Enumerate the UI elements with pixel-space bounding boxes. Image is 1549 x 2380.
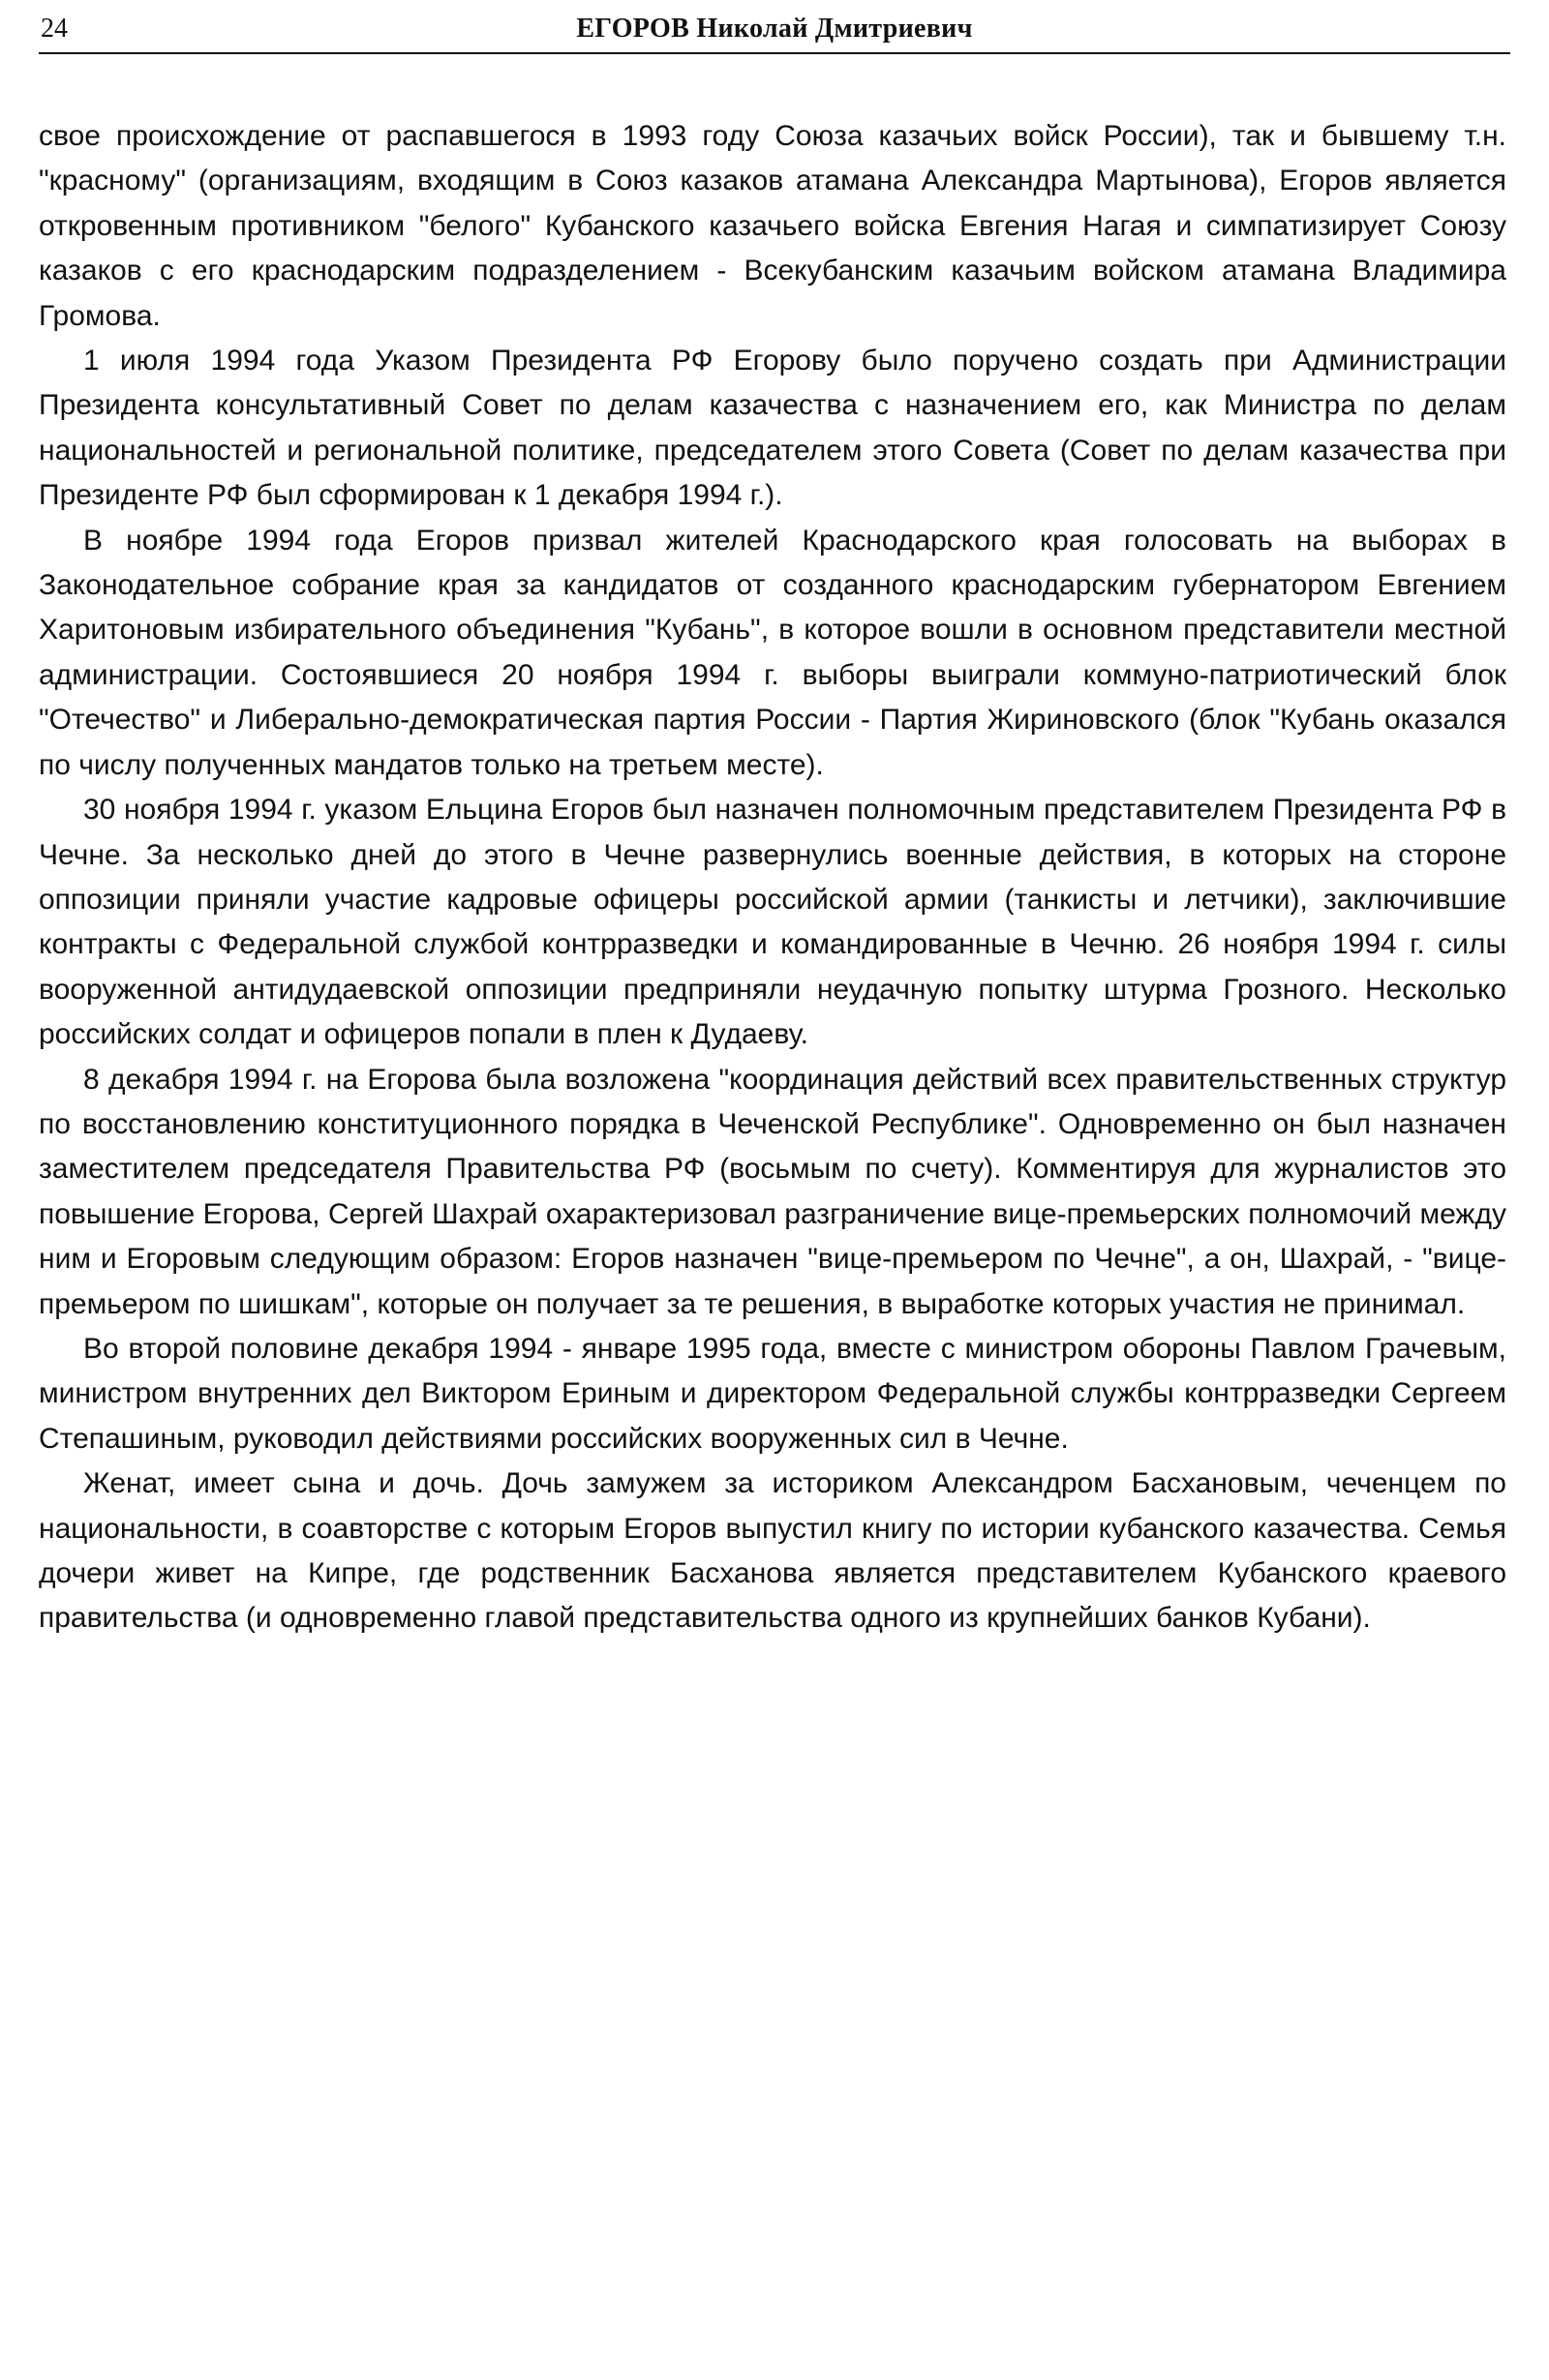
running-title: ЕГОРОВ Николай Дмитриевич (576, 14, 973, 44)
paragraph: В ноябре 1994 года Егоров призвал жителей Краснодарского края голосовать на выборах в Законодательное собрание края за кандидатов от созданного краснодарским губернатором Евгением Харитоновым избирательного объединения "Кубань", в которое вошли в основном представители местной администрации. Состоявшиеся 20 ноября 1994 г. выборы выиграли коммуно-патриотический блок "Отечество" и Либерально-демократическая партия России - Партия Жириновского (блок "Кубань оказался по числу полученных мандатов только на третьем месте). (39, 524, 1506, 781)
page-body (39, 114, 1506, 1642)
paragraph: 1 июля 1994 года Указом Президента РФ Егорову было поручено создать при Администрации Президента консультативный Совет по делам казачества с назначением его, как Министра по делам национальностей и региональной политике, председателем этого Совета (Совет по делам казачества при Президенте РФ был сформирован к 1 декабря 1994 г.). (39, 345, 1506, 512)
paragraph: 8 декабря 1994 г. на Егорова была возложена "координация действий всех правительственных структур по восстановлению конституционного порядка в Чеченской Республике". Одновременно он был назначен заместителем председателя Правительства РФ (восьмым по счету). Комментируя для журналистов это повышение Егорова, Сергей Шахрай охарактеризовал разграничение вице-премьерских полномочий между ним и Егоровым следующим образом: Егоров назначен "вице-премьером по Чечне", а он, Шахрай, - "вице-премьером по шишкам", которые он получает за те решения, в выработке которых участия не принимал. (39, 1063, 1506, 1320)
page-header (39, 10, 1510, 54)
paragraph: 30 ноября 1994 г. указом Ельцина Егоров был назначен полномочным представителем Президента РФ в Чечне. За несколько дней до этого в Чечне развернулись военные действия, в которых на стороне оппозиции приняли участие кадровые офицеры российской армии (танкисты и летчики), заключившие контракты с Федеральной службой контрразведки и командированные в Чечню. 26 ноября 1994 г. силы вооруженной антидудаевской оппозиции предприняли неудачную попытку штурма Грозного. Несколько российских солдат и офицеров попали в плен к Дудаеву. (39, 794, 1506, 1051)
paragraph: Во второй половине декабря 1994 - январе 1995 года, вместе с министром обороны Павлом Грачевым, министром внутренних дел Виктором Ериным и директором Федеральной службы контрразведки Сергеем Степашиным, руководил действиями российских вооруженных сил в Чечне. (39, 1332, 1506, 1455)
paragraph-continued: свое происхождение от распавшегося в 1993 году Союза казачьих войск России), так и бывшему т.н. "красному" (организациям, входящим в Союз казаков атамана Александра Мартынова), Егоров является откровенным противником "белого" Кубанского казачьего войска Евгения Нагая и симпатизирует Союзу казаков с его краснодарским подразделением - Всекубанским казачьим войском атамана Владимира Громова. (39, 120, 1506, 332)
page-number: 24 (41, 14, 68, 44)
paragraph: Женат, имеет сына и дочь. Дочь замужем за историком Александром Басхановым, чеченцем по национальности, в соавторстве с которым Егоров выпустил книгу по истории кубанского казачества. Семья дочери живет на Кипре, где родственник Басханова является представителем Кубанского краевого правительства (и одновременно главой представительства одного из крупнейших банков Кубани). (39, 1467, 1506, 1635)
